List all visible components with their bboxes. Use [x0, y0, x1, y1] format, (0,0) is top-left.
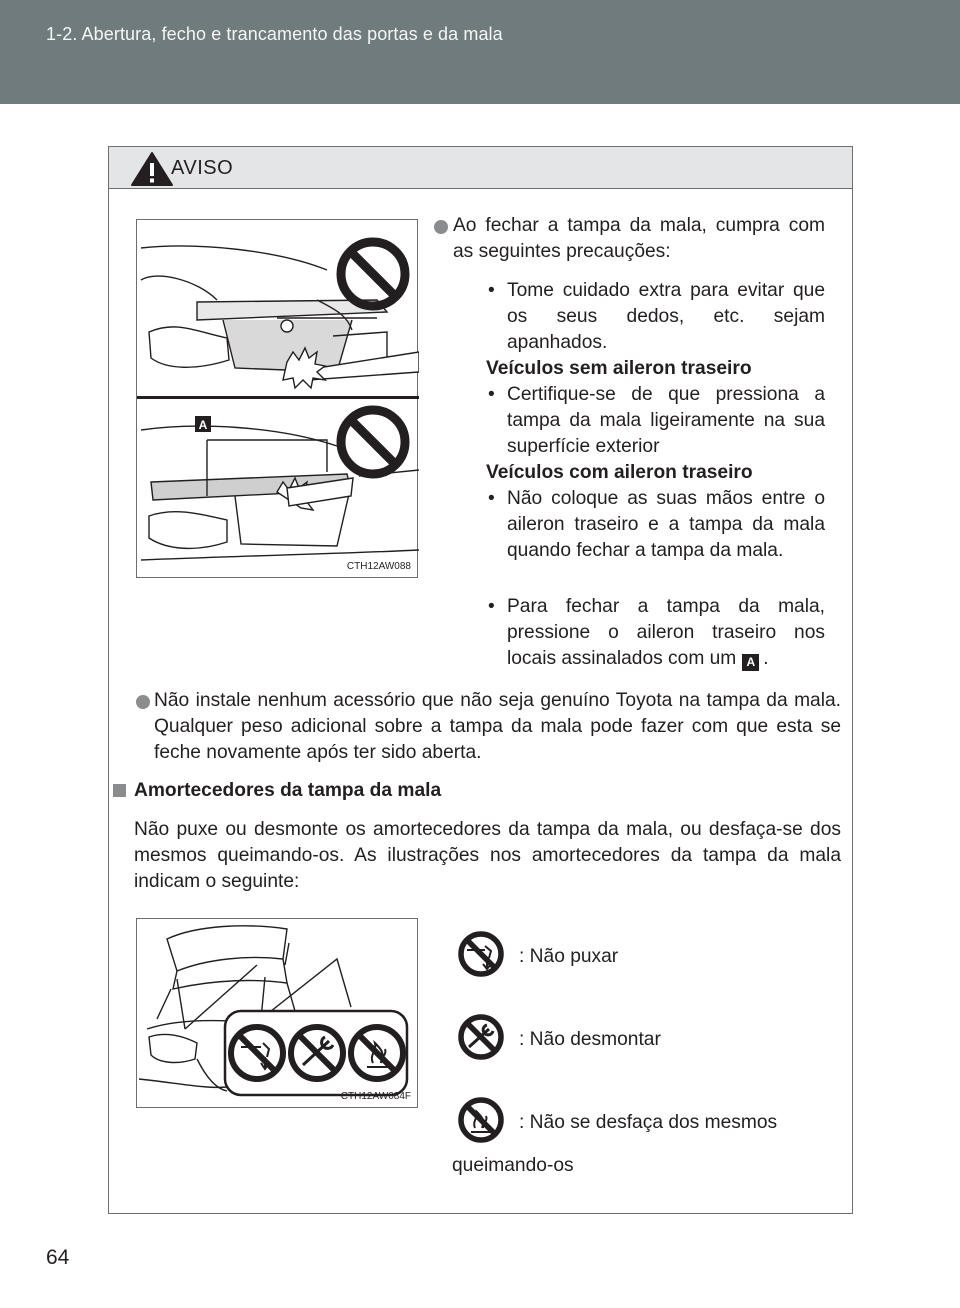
warning-header [109, 147, 852, 189]
no-pull-icon [231, 1027, 283, 1079]
trunk-damper-drawing [137, 919, 419, 1109]
section-text: Não puxe ou desmonte os amortecedores da tampa da mala, ou desfaça-se dos mesmos queimando-os. As ilustrações nos amortecedores da tampa da mala indicam o seguinte: [134, 819, 841, 892]
svg-text:A: A [198, 418, 208, 432]
section-title: Amortecedores da tampa da mala [134, 780, 442, 801]
legend-no-burn: : Não se desfaça dos mesmos [519, 1112, 778, 1133]
trunk-closing-drawing [137, 220, 419, 579]
accessory-warning: Não instale nenhum acessório que não seja genuíno Toyota na tampa da mala. Qualquer peso adicional sobre a tampa da mala pode fazer com que esta se feche novamente após ter sido aberta. [154, 690, 841, 763]
no-burn-icon [351, 1027, 403, 1079]
closing-precautions-intro: Ao fechar a tampa da mala, cumpra com as seguintes precauções: [453, 215, 825, 262]
trunk-damper-illustration [136, 918, 418, 1108]
heading-no-spoiler: Veículos sem aileron traseiro [486, 358, 752, 379]
figure-code: CTH12AW084F [340, 1091, 411, 1102]
no-disassemble-icon [291, 1027, 343, 1079]
legend-no-pull: : Não puxar [519, 946, 619, 967]
page-number: 64 [46, 1246, 70, 1269]
chapter-header [0, 0, 960, 104]
section-square-icon [113, 784, 126, 797]
warning-title: AVISO [171, 157, 234, 179]
no-pull-icon [457, 930, 505, 978]
heading-spoiler: Veículos com aileron traseiro [486, 462, 753, 483]
prohibited-icon [341, 242, 405, 306]
legend-no-disassemble: : Não desmontar [519, 1029, 661, 1050]
figure-code: CTH12AW088 [346, 561, 411, 572]
marker-a-inline: A [742, 654, 759, 671]
trunk-closing-illustration [136, 219, 418, 578]
bullet-dot [434, 220, 448, 234]
warning-triangle-icon [129, 150, 175, 188]
no-disassemble-icon [457, 1013, 505, 1061]
legend-no-burn-continuation: queimando-os [452, 1155, 574, 1176]
bullet-dot [136, 695, 150, 709]
prohibited-icon [341, 410, 405, 474]
no-burn-icon [457, 1096, 505, 1144]
chapter-title: 1-2. Abertura, fecho e trancamento das portas e da mala [46, 24, 503, 44]
